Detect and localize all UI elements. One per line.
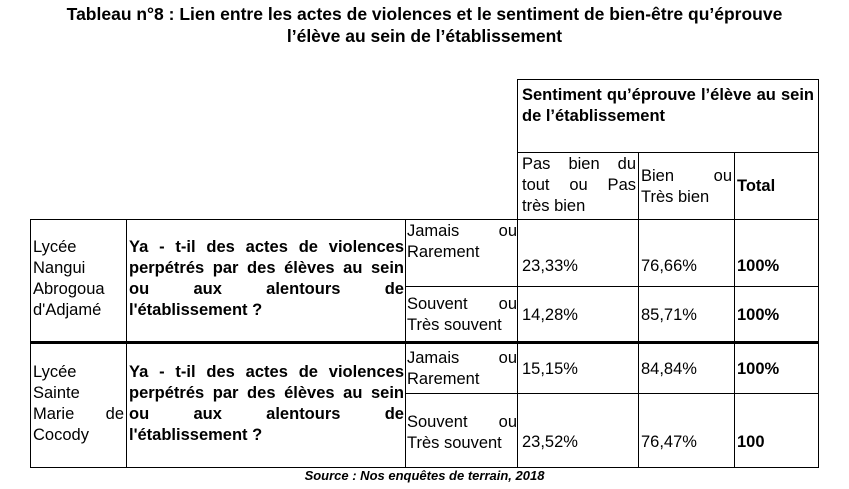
value-bien-2-2: 76,47% — [638, 393, 735, 468]
table-title-line2: l’élève au sein de l’établissement — [286, 26, 563, 46]
source-note: Source : Nos enquêtes de terrain, 2018 — [304, 468, 545, 483]
answer-cell-2-1: Jamais ou Rarement — [405, 343, 518, 394]
value-total-2-1: 100% — [734, 343, 819, 394]
col-header-pas-bien: Pas bien du tout ou Pas très bien — [517, 152, 639, 220]
table-title — [0, 3, 849, 47]
value-bien-1-1: 76,66% — [638, 219, 735, 287]
answer-cell-1-1: Jamais ou Rarement — [405, 219, 518, 287]
school-cell-2: Lycée Sainte Marie de Cocody — [30, 343, 127, 468]
question-cell-2: Ya - t-il des actes de violences perpétrés par des élèves au sein ou aux alentours de l'établissement ? — [126, 343, 406, 468]
answer-cell-1-2: Souvent ou Très souvent — [405, 286, 518, 343]
value-pas-bien-2-2: 23,52% — [517, 393, 639, 468]
col-header-bien: Bien ou Très bien — [638, 152, 735, 220]
question-cell-1: Ya - t-il des actes de violences perpétrés par des élèves au sein ou aux alentours de l'établissement ? — [126, 219, 406, 343]
value-total-1-1: 100% — [734, 219, 819, 287]
answer-cell-2-2: Souvent ou Très souvent — [405, 393, 518, 468]
value-pas-bien-1-1: 23,33% — [517, 219, 639, 287]
header-group-cell: Sentiment qu’éprouve l’élève au sein de l’établissement — [517, 79, 819, 153]
col-header-total: Total — [734, 152, 819, 220]
value-total-1-2: 100% — [734, 286, 819, 343]
value-bien-2-1: 84,84% — [638, 343, 735, 394]
school-cell-1: Lycée Nangui Abrogoua d'Adjamé — [30, 219, 127, 343]
table-title-line1: Tableau n°8 : Lien entre les actes de violences et le sentiment de bien-être qu’éprouve — [66, 4, 783, 24]
value-pas-bien-2-1: 15,15% — [517, 343, 639, 394]
value-pas-bien-1-2: 14,28% — [517, 286, 639, 343]
value-bien-1-2: 85,71% — [638, 286, 735, 343]
value-total-2-2: 100 — [734, 393, 819, 468]
